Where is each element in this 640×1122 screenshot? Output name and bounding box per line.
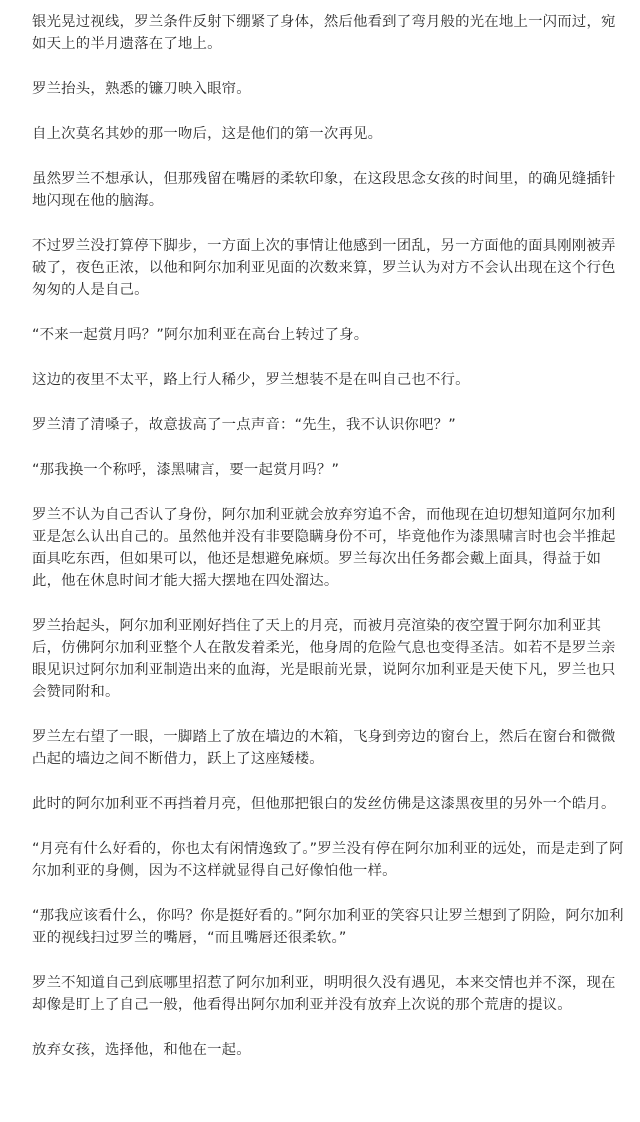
paragraph: “那我换一个称呼，漆黑啸言，要一起赏月吗？” (32, 462, 340, 478)
paragraph: 罗兰清了清嗓子，故意拔高了一点声音：“先生，我不认识你吧？” (32, 417, 456, 433)
paragraph: 罗兰抬起头，阿尔加利亚刚好挡住了天上的月亮，而被月亮渲染的夜空置于阿尔加利亚其后，仿佛阿尔加利亚整个人在散发着柔光，他身周的危险气息也变得圣洁。如若不是罗兰亲眼见识过阿尔加利亚制造出来的血海，光是眼前光景，说阿尔加利亚是天使下凡，罗兰也只会赞同附和。 (32, 618, 616, 700)
paragraph: 放弃女孩，选择他，和他在一起。 (32, 1042, 251, 1058)
paragraph: 银光晃过视线，罗兰条件反射下绷紧了身体，然后他看到了弯月般的光在地上一闪而过，宛如天上的半月遗落在了地上。 (32, 14, 616, 52)
paragraph: “那我应该看什么，你吗？你是挺好看的。”阿尔加利亚的笑容只让罗兰想到了阴险，阿尔加利亚的视线扫过罗兰的嘴唇，“而且嘴唇还很柔软。” (32, 908, 624, 946)
paragraph: “月亮有什么好看的，你也太有闲情逸致了。”罗兰没有停在阿尔加利亚的远处，而是走到了阿尔加利亚的身侧，因为不这样就显得自己好像怕他一样。 (32, 841, 624, 879)
paragraph: “不来一起赏月吗？”阿尔加利亚在高台上转过了身。 (32, 327, 369, 343)
paragraph: 这边的夜里不太平，路上行人稀少，罗兰想装不是在叫自己也不行。 (32, 372, 470, 388)
paragraph: 罗兰抬头，熟悉的镰刀映入眼帘。 (32, 81, 251, 97)
paragraph: 不过罗兰没打算停下脚步，一方面上次的事情让他感到一团乱，另一方面他的面具刚刚被弄破了，夜色正浓，以他和阿尔加利亚见面的次数来算，罗兰认为对方不会认出现在这个行色匆匆的人是自己。 (32, 238, 616, 298)
paragraph: 罗兰不知道自己到底哪里招惹了阿尔加利亚，明明很久没有遇见，本来交情也并不深，现在却像是盯上了自己一般，他看得出阿尔加利亚并没有放弃上次说的那个荒唐的提议。 (32, 975, 616, 1013)
paragraph: 罗兰左右望了一眼，一脚踏上了放在墙边的木箱，飞身到旁边的窗台上，然后在窗台和微微凸起的墙边之间不断借力，跃上了这座矮楼。 (32, 729, 616, 767)
paragraph: 罗兰不认为自己否认了身份，阿尔加利亚就会放弃穷追不舍，而他现在迫切想知道阿尔加利亚是怎么认出自己的。虽然他并没有非要隐瞒身份不可，毕竟他作为漆黑啸言时也会半推起面具吃东西，但如果可以，他还是想避免麻烦。罗兰每次出任务都会戴上面具，得益于如此，他在休息时间才能大摇大摆地在四处溜达。 (32, 507, 616, 589)
paragraph: 虽然罗兰不想承认，但那残留在嘴唇的柔软印象，在这段思念女孩的时间里，的确见缝插针地闪现在他的脑海。 (32, 171, 616, 209)
paragraph: 自上次莫名其妙的那一吻后，这是他们的第一次再见。 (32, 126, 383, 142)
paragraph: 此时的阿尔加利亚不再挡着月亮，但他那把银白的发丝仿佛是这漆黑夜里的另外一个皓月。 (32, 796, 616, 812)
